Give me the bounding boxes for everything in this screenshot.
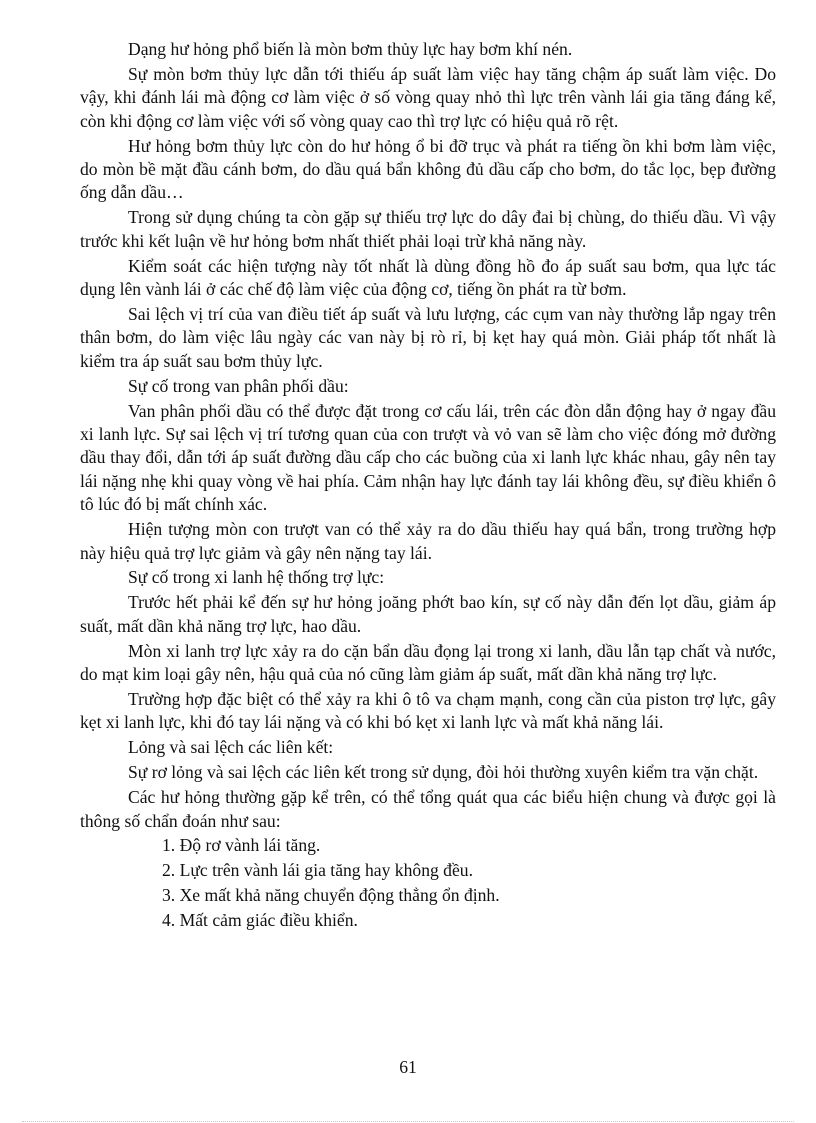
paragraph: Mòn xi lanh trợ lực xảy ra do cặn bẩn dầu đọng lại trong xi lanh, dầu lẫn tạp chất và nước, do mạt kim loại gây nên, hậu quả của nó cũng làm giảm áp suất, mất dần khả năng trợ lực. xyxy=(80,640,776,685)
paragraph: Hư hỏng bơm thủy lực còn do hư hỏng ổ bi đỡ trục và phát ra tiếng ồn khi bơm làm việc, do mòn bề mặt đầu cánh bơm, do dầu quá bẩn không đủ dầu cấp cho bơm, do tắc lọc, bẹp đường ống dẫn dầu… xyxy=(80,135,776,203)
section-heading: Sự cố trong van phân phối dầu: xyxy=(128,375,349,396)
paragraph: Hiện tượng mòn con trượt van có thể xảy ra do dầu thiếu hay quá bẩn, trong trường hợp này hiệu quả trợ lực giảm và gây nên nặng tay lái. xyxy=(80,519,776,563)
paragraph: Các hư hỏng thường gặp kể trên, có thể tổng quát qua các biểu hiện chung và được gọi là thông số chẩn đoán như sau: xyxy=(80,787,776,831)
paragraph: Trường hợp đặc biệt có thể xảy ra khi ô tô va chạm mạnh, cong cần của piston trợ lực, gây kẹt xi lanh lực, khi đó tay lái nặng và có khi bó kẹt xi lanh lực và mất khả năng lái. xyxy=(80,688,776,733)
section-heading: Lỏng và sai lệch các liên kết: xyxy=(128,737,334,758)
list-item: 3. Xe mất khả năng chuyển động thẳng ổn định. xyxy=(162,885,500,906)
section-heading: Sự cố trong xi lanh hệ thống trợ lực: xyxy=(128,567,385,588)
list-item: 1. Độ rơ vành lái tăng. xyxy=(162,835,321,856)
paragraph: Sự rơ lỏng và sai lệch các liên kết trong sử dụng, đòi hỏi thường xuyên kiểm tra vặn chặt. xyxy=(128,762,759,783)
paragraph: Trong sử dụng chúng ta còn gặp sự thiếu trợ lực do dây đai bị chùng, do thiếu dầu. Vì vậy trước khi kết luận về hư hỏng bơm nhất thiết phải loại trừ khả năng này. xyxy=(80,207,776,251)
paragraph: Kiểm soát các hiện tượng này tốt nhất là dùng đồng hồ đo áp suất sau bơm, qua lực tác dụng lên vành lái ở các chế độ làm việc của động cơ, tiếng ồn phát ra từ bơm. xyxy=(80,255,776,300)
list-item: 4. Mất cảm giác điều khiển. xyxy=(162,910,358,931)
page-number: 61 xyxy=(399,1057,417,1077)
list-item: 2. Lực trên vành lái gia tăng hay không đều. xyxy=(162,860,473,881)
paragraph: Sai lệch vị trí của van điều tiết áp suất và lưu lượng, các cụm van này thường lắp ngay trên thân bơm, do làm việc lâu ngày các van này bị rò rỉ, bị kẹt hay quá mòn. Giải pháp tốt nhất là kiểm tra áp suất sau bơm thủy lực. xyxy=(80,303,776,371)
page-bottom-divider xyxy=(22,1121,794,1122)
paragraph: Sự mòn bơm thủy lực dẫn tới thiếu áp suất làm việc hay tăng chậm áp suất làm việc. Do vậy, khi đánh lái mà động cơ làm việc ở số vòng quay nhỏ thì lực trên vành lái gia tăng đáng kể, còn khi động cơ làm việc với số vòng quay cao thì trợ lực có hiệu quả rõ rệt. xyxy=(80,63,776,131)
document-page xyxy=(80,38,776,934)
paragraph: Trước hết phải kể đến sự hư hỏng joăng phớt bao kín, sự cố này dẫn đến lọt dầu, giảm áp suất, mất dần khả năng trợ lực, hao dầu. xyxy=(80,592,776,636)
paragraph: Van phân phối dầu có thể được đặt trong cơ cấu lái, trên các đòn dẫn động hay ở ngay đầu xi lanh lực. Sự sai lệch vị trí tương quan của con trượt và vỏ van sẽ làm cho việc đóng mở đường dầu thay đổi, dẫn tới áp suất đường dầu cấp cho các buồng của xi lanh lực khác nhau, gây nên tay lái nặng nhẹ khi quay vòng về hai phía. Cảm nhận hay lực đánh tay lái không đều, sự điều khiển ô tô lúc đó bị mất chính xác. xyxy=(80,400,776,515)
paragraph: Dạng hư hỏng phổ biến là mòn bơm thủy lực hay bơm khí nén. xyxy=(128,39,573,59)
